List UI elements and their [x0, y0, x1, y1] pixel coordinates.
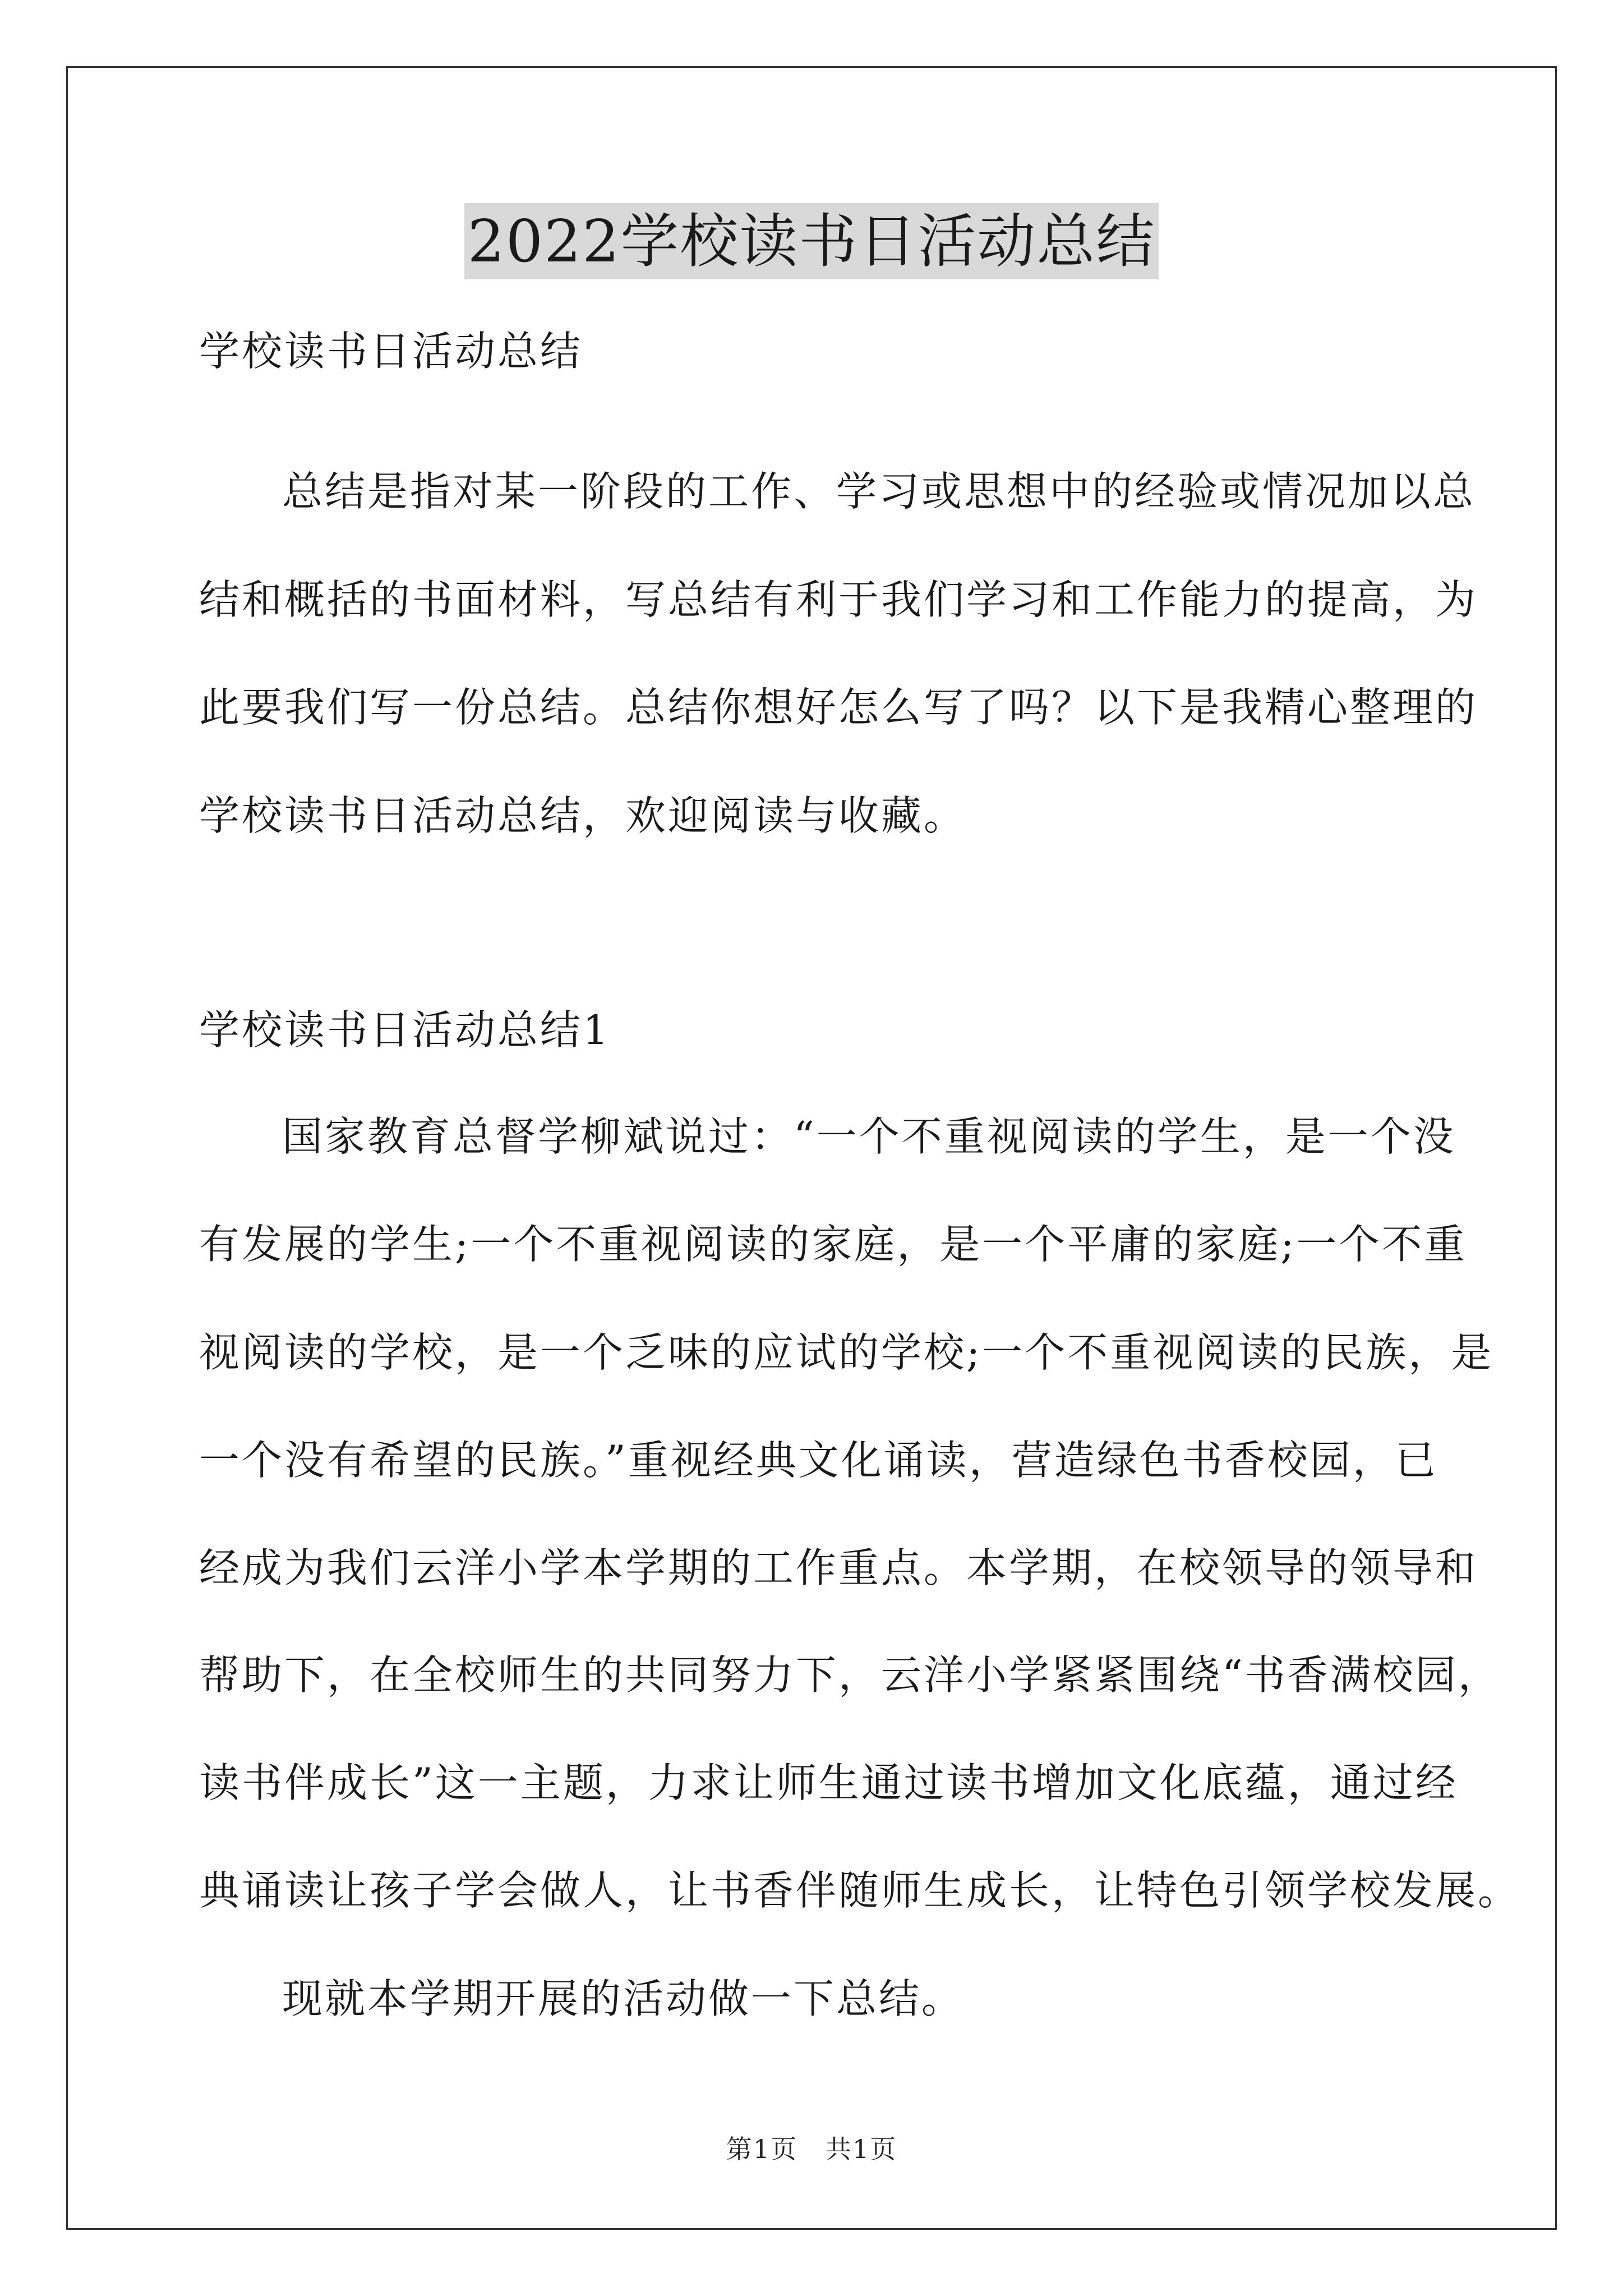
paragraph-line: 经成为我们云洋小学本学期的工作重点。本学期，在校领导的领导和	[199, 1544, 1478, 1591]
closing-line: 现就本学期开展的活动做一下总结。	[282, 1975, 965, 2022]
page-footer	[0, 2129, 1623, 2166]
subtitle: 学校读书日活动总结	[199, 328, 583, 375]
page-number: 第1页 共1页	[726, 2134, 897, 2164]
intro-line: 此要我们写一份总结。总结你想好怎么写了吗？以下是我精心整理的	[199, 684, 1478, 731]
paragraph-line: 国家教育总督学柳斌说过：“一个不重视阅读的学生，是一个没	[282, 1113, 1456, 1160]
paragraph-line: 一个没有希望的民族。”重视经典文化诵读，营造绿色书香校园，已	[199, 1437, 1438, 1484]
section-heading: 学校读书日活动总结1	[199, 1006, 611, 1053]
paragraph-line: 典诵读让孩子学会做人，让书香伴随师生成长，让特色引领学校发展。	[199, 1867, 1521, 1914]
paragraph-line: 视阅读的学校，是一个乏味的应试的学校;一个不重视阅读的民族，是	[199, 1329, 1494, 1376]
paragraph-line: 帮助下，在全校师生的共同努力下，云洋小学紧紧围绕“书香满校园，	[199, 1651, 1501, 1699]
document-title: 2022学校读书日活动总结	[464, 203, 1159, 279]
paragraph-line: 有发展的学生;一个不重视阅读的家庭，是一个平庸的家庭;一个不重	[199, 1221, 1467, 1268]
title-wrap	[0, 203, 1623, 279]
intro-line: 结和概括的书面材料，写总结有利于我们学习和工作能力的提高，为	[199, 576, 1478, 623]
paragraph-line: 读书伴成长”这一主题，力求让师生通过读书增加文化底蕴，通过经	[199, 1759, 1458, 1806]
intro-line: 总结是指对某一阶段的工作、学习或思想中的经验或情况加以总	[282, 468, 1476, 515]
intro-line: 学校读书日活动总结，欢迎阅读与收藏。	[199, 792, 967, 839]
